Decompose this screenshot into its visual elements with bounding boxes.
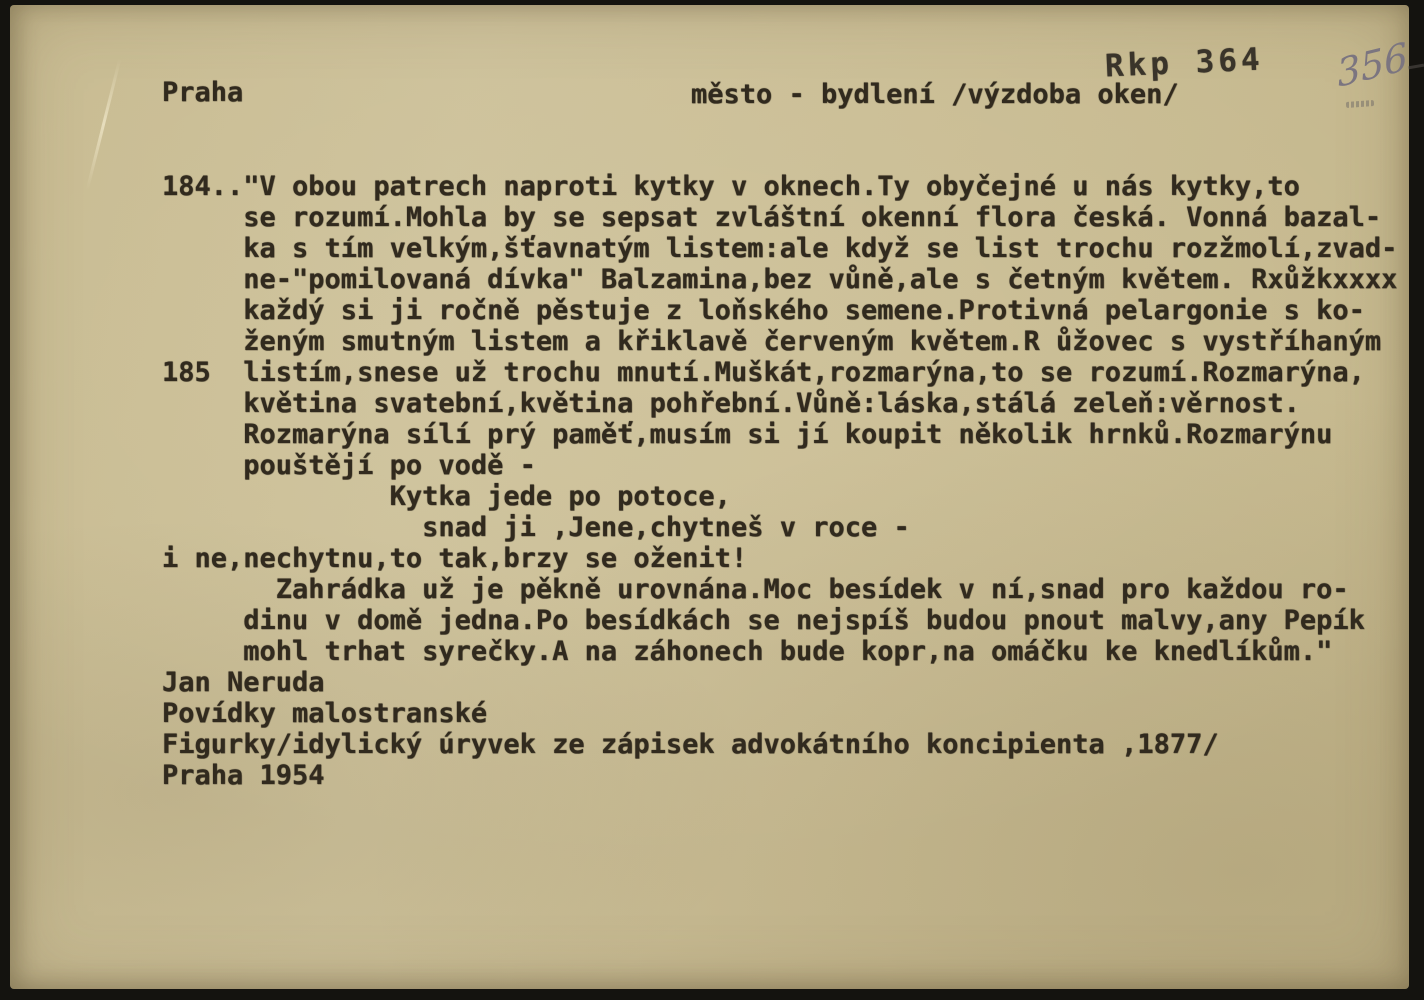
typed-line: květina svatební,květina pohřební.Vůně:láska,stálá zeleň:věrnost. xyxy=(162,388,1300,419)
paper-card xyxy=(10,5,1409,989)
typed-line: i ne,nechytnu,to tak,brzy se oženit! xyxy=(162,543,748,574)
pencil-dash-mark xyxy=(1408,64,1424,70)
rkp-number-stamp: Rkp 364 xyxy=(1104,41,1265,85)
typed-line: ženým smutným listem a křiklavě červeným květem.R ůžovec s vystříhaným xyxy=(162,326,1382,357)
pencil-smudge xyxy=(1346,100,1374,108)
paper-crease xyxy=(86,59,122,191)
typed-line: Kytka jede po potoce, xyxy=(162,481,731,512)
typed-line: Jan Neruda xyxy=(162,667,325,698)
typed-line: se rozumí.Mohla by se sepsat zvláštní okenní flora česká. Vonná bazal- xyxy=(162,202,1382,233)
header-subject: město - bydlení /výzdoba oken/ xyxy=(691,79,1179,110)
typed-line: Figurky/idylický úryvek ze zápisek advokátního koncipienta ,1877/ xyxy=(162,729,1219,760)
header-place: Praha xyxy=(162,77,244,108)
typed-line: ka s tím velkým,šťavnatým listem:ale když se list trochu rozžmolí,zvad- xyxy=(162,233,1398,264)
typed-line: Povídky malostranské xyxy=(162,698,488,729)
typed-line: Zahrádka už je pěkně urovnána.Moc besídek v ní,snad pro každou ro- xyxy=(162,574,1349,605)
typed-line: mohl trhat syrečky.A na záhonech bude kopr,na omáčku ke knedlíkům." xyxy=(162,636,1333,667)
pencil-corner-number: 356 xyxy=(1334,34,1410,96)
typed-line: každý si ji ročně pěstuje z loňského semene.Protivná pelargonie s ko- xyxy=(162,295,1365,326)
typed-line: dinu v domě jedna.Po besídkách se nejspíš budou pnout malvy,any Pepík xyxy=(162,605,1365,636)
typed-line: 184.."V obou patrech naproti kytky v oknech.Ty obyčejné u nás kytky,to xyxy=(162,171,1300,202)
typed-line: Rozmarýna sílí prý paměť,musím si jí koupit několik hrnků.Rozmarýnu xyxy=(162,419,1333,450)
typed-line: snad ji ,Jene,chytneš v roce - xyxy=(162,512,910,543)
typed-line: pouštějí po vodě - xyxy=(162,450,536,481)
typed-line: ne-"pomilovaná dívka" Balzamina,bez vůně,ale s četným květem. Rxůžkxxxx xyxy=(162,264,1398,295)
typed-line: 185 listím,snese už trochu mnutí.Muškát,rozmarýna,to se rozumí.Rozmarýna, xyxy=(162,357,1365,388)
typed-line: Praha 1954 xyxy=(162,760,325,791)
typed-text-block xyxy=(162,171,1397,791)
